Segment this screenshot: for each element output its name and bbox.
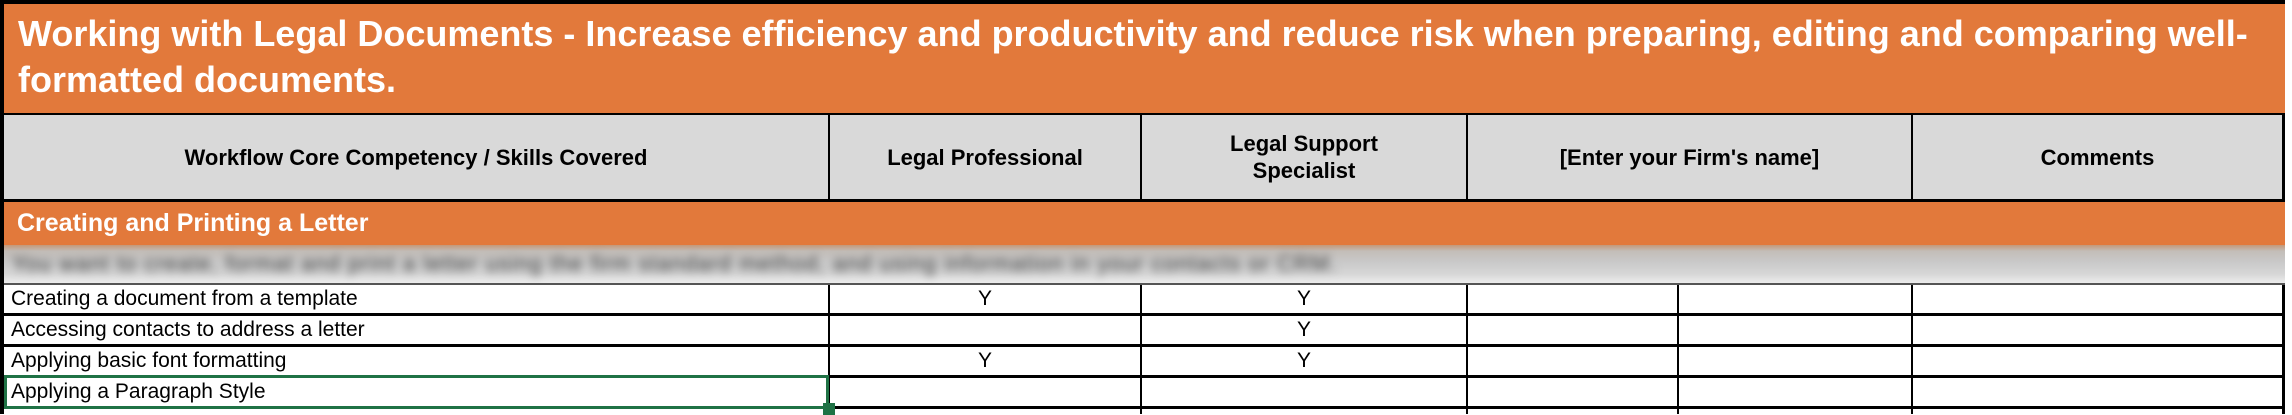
cell-skill[interactable] [4,347,830,375]
cell-legal-support-specialist[interactable] [1142,347,1468,375]
skill-text: Creating a document from a template [11,287,358,310]
yes-mark: Y [1296,349,1311,372]
header-skills-covered-label: Workflow Core Competency / Skills Covered [184,144,648,170]
table-row [4,347,2285,378]
yes-mark: Y [1296,287,1311,310]
cell-firm-a[interactable] [1468,378,1679,406]
cell-comments[interactable] [1913,378,2285,406]
yes-mark: Y [1296,318,1311,341]
cell-skill-selected[interactable] [4,378,830,406]
header-skills-covered[interactable] [4,115,830,199]
cell-firm-b[interactable] [1679,316,1913,344]
cell-empty[interactable] [1468,409,1679,414]
cell-firm-a[interactable] [1468,316,1679,344]
cell-firm-a[interactable] [1468,285,1679,313]
cell-skill[interactable] [4,285,830,313]
cell-legal-professional[interactable] [830,285,1142,313]
header-firm-name[interactable] [1468,115,1913,199]
cell-firm-b[interactable] [1679,378,1913,406]
selection-fill-handle[interactable] [823,403,835,415]
cell-legal-professional[interactable] [830,347,1142,375]
section-description-cell[interactable] [4,245,2285,285]
skill-text: Applying basic font formatting [11,349,287,372]
header-comments-label: Comments [2040,144,2155,170]
table-row [4,378,2285,409]
cell-empty[interactable] [830,409,1142,414]
cell-empty[interactable] [1679,409,1913,414]
header-firm-name-label: [Enter your Firm's name] [1559,144,1820,170]
skill-text: Accessing contacts to address a letter [11,318,365,341]
cell-legal-support-specialist[interactable] [1142,378,1468,406]
header-comments[interactable] [1913,115,2285,199]
yes-mark: Y [977,349,992,372]
table-row [4,285,2285,316]
header-legal-support-specialist-label: Legal Support Specialist [1230,131,1378,183]
cell-legal-professional[interactable] [830,378,1142,406]
cell-empty[interactable] [1913,409,2285,414]
cell-empty[interactable] [4,409,830,414]
header-legal-professional-label: Legal Professional [887,144,1083,170]
cell-comments[interactable] [1913,285,2285,313]
cell-firm-a[interactable] [1468,347,1679,375]
cell-empty[interactable] [1142,409,1468,414]
yes-mark: Y [977,287,992,310]
title-banner-cell[interactable] [4,4,2285,115]
table-row-partial [4,409,2285,414]
page-title: Working with Legal Documents - Increase efficiency and productivity and reduce risk when preparing, editing and comparing well-formatted documents. [18,13,2248,100]
cell-legal-professional[interactable] [830,316,1142,344]
section-title: Creating and Printing a Letter [17,209,369,237]
cell-firm-b[interactable] [1679,347,1913,375]
cell-legal-support-specialist[interactable] [1142,316,1468,344]
cell-firm-b[interactable] [1679,285,1913,313]
cell-skill[interactable] [4,316,830,344]
skill-text: Applying a Paragraph Style [11,380,266,403]
section-header-cell[interactable] [4,202,2285,245]
cell-comments[interactable] [1913,316,2285,344]
cell-legal-support-specialist[interactable] [1142,285,1468,313]
column-header-row [4,115,2285,202]
table-row [4,316,2285,347]
header-legal-professional[interactable] [830,115,1142,199]
header-legal-support-specialist[interactable] [1142,115,1468,199]
section-description-blurred-text: You want to create, format and print a letter using the firm standard method, and using information in your contacts or CRM. [12,251,1338,276]
cell-comments[interactable] [1913,347,2285,375]
